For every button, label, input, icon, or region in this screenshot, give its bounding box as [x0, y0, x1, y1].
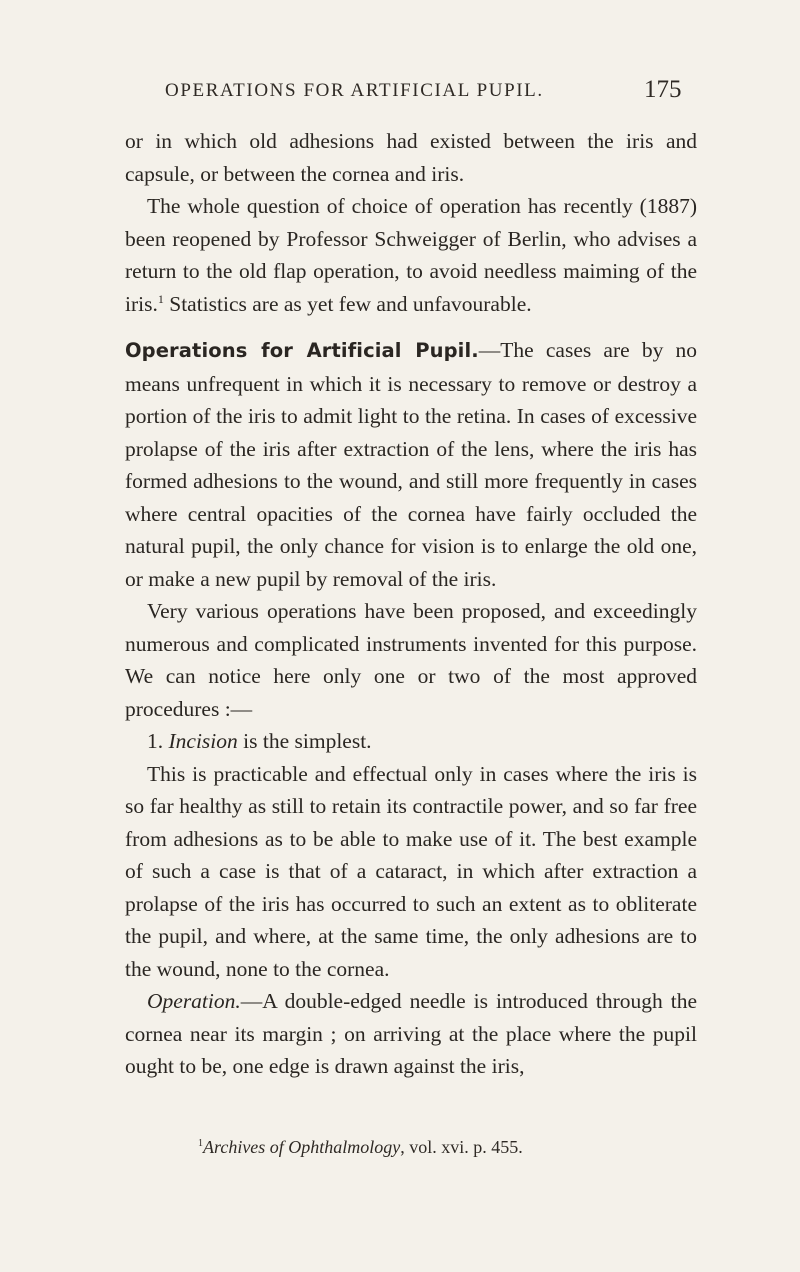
italic-term: Incision [168, 729, 238, 753]
body-text [125, 125, 697, 1083]
paragraph-text: Very various operations have been proposed, and exceedingly numerous and complicated instruments invented for this purpose. We can notice here only one or two of the most approved procedures :— [125, 599, 697, 721]
running-head [0, 76, 800, 106]
paragraph-operations [125, 595, 697, 725]
paragraph-incision [125, 725, 697, 758]
running-title: OPERATIONS FOR ARTIFICIAL PUPIL. [165, 80, 544, 101]
paragraph-text: This is practicable and effectual only in cases where the iris is so far healthy as still to retain its contractile power, and so far free from adhesions as to be able to make use of it. The best example of such a case is that of a cataract, in which after extraction a prolapse of the iris has occurred to such an extent as to obliterate the pupil, and where, at the same time, the only adhesions are to the wound, none to the cornea. [125, 761, 697, 981]
paragraph-text: is the simplest. [237, 729, 372, 753]
paragraph-artificial-pupil [125, 334, 697, 595]
paragraph-text: The whole question of choice of operation has recently (1887) been reopened by Professor Schweigger of Berlin, who advises a return to the old flap operation, to avoid needless maiming of the iris. [125, 194, 697, 316]
paragraph-schweigger [125, 190, 697, 320]
paragraph-text: —A double-edged needle is introduced through the cornea near its margin ; on arriving at the place where the pupil ought to be, one edge is drawn against the iris, [125, 989, 697, 1078]
paragraph-continuation [125, 125, 697, 190]
footnote-number: 1 [198, 1138, 203, 1149]
paragraph-operation [125, 985, 697, 1083]
section-gap [125, 320, 697, 334]
paragraph-practicable [125, 758, 697, 986]
paragraph-text: —The cases are by no means unfrequent in which it is necessary to remove or destroy a portion of the iris to admit light to the retina. In cases of excessive prolapse of the iris after extraction of the lens, where the iris has formed adhesions to the wound, and still more frequently in cases where central opacities of the cornea have fairly occluded the natural pupil, the only chance for vision is to enlarge the old one, or make a new pupil by removal of the iris. [125, 338, 697, 591]
section-heading: Operations for Artificial Pupil. [125, 339, 479, 362]
paragraph-text: or in which old adhesions had existed between the iris and capsule, or between the cornea and iris. [125, 129, 697, 186]
footnote-text: , vol. xvi. p. 455. [400, 1137, 523, 1157]
italic-term: Operation. [147, 989, 241, 1013]
paragraph-text: Statistics are as yet few and unfavourable. [163, 291, 532, 316]
footnote [198, 1137, 523, 1158]
footnote-marker: 1 [157, 291, 164, 306]
page-number: 175 [644, 76, 682, 103]
footnote-source: Archives of Ophthalmology [203, 1137, 401, 1157]
list-number: 1. [147, 729, 169, 753]
